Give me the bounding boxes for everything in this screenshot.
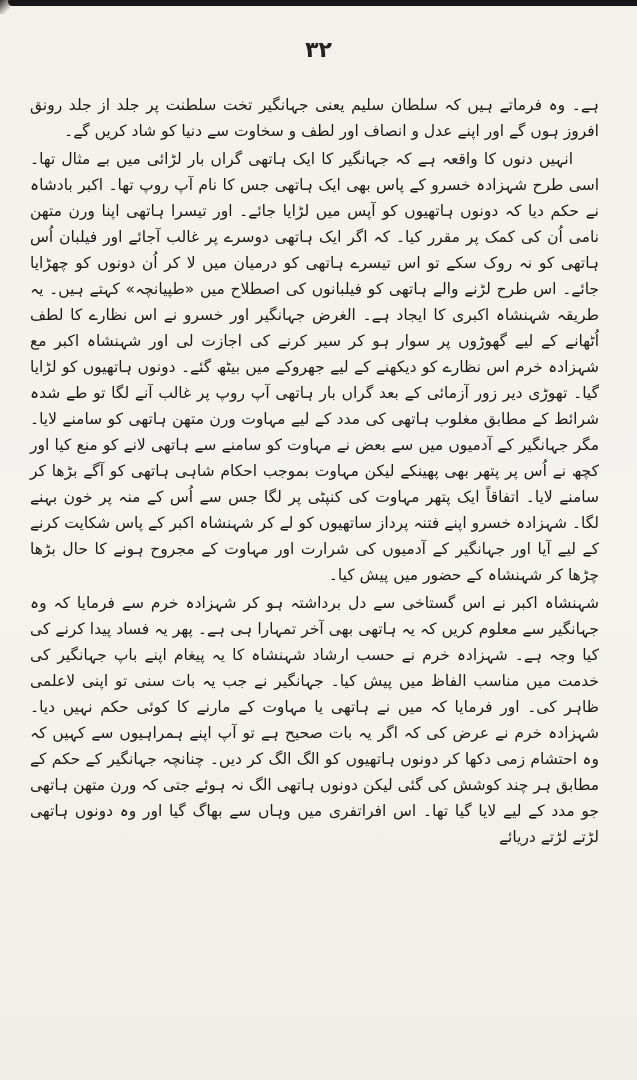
paragraph-1: ہے۔ وہ فرماتے ہیں کہ سلطان سلیم یعنی جہانگیر تخت سلطنت پر جلد از جلد رونق افروز ہوں گے اور اپنے عدل و انصاف اور لطف و سخاوت سے دنیا کو شاد کریں گے۔ xyxy=(30,96,599,140)
paragraph-3: شہنشاہ اکبر نے اس گستاخی سے دل برداشتہ ہو کر شہزادہ خرم سے فرمایا کہ وہ جہانگیر سے معلوم کریں کہ یہ ہاتھی بھی آخر تمہارا ہی ہے۔ پھر یہ فساد پیدا کرنے کی کیا وجہ ہے۔ شہزادہ خرم نے حسب ارشاد شہنشاہ کا یہ پیغام اپنے باپ جہانگیر کی خدمت میں مناسب الفاظ میں پیش کیا۔ جہانگیر نے جب یہ بات سنی تو اپنی لاعلمی ظاہر کی۔ اور فرمایا کہ میں نے ہاتھی یا مہاوت کے مارنے کا کوئی حکم نہیں دیا۔ شہزادہ خرم نے عرض کی کہ اگر یہ بات صحیح ہے تو آپ اپنے ہمراہیوں سے کہیں کہ وہ احتشام زمی دکھا کر دونوں ہاتھیوں کو الگ الگ کر دیں۔ چنانچہ جہانگیر کے حکم کے مطابق ہر چند کوشش کی گئی لیکن دونوں ہاتھی الگ نہ ہوئے جتی کہ ورن متھن ہاتھی جو مدد کے لیے لایا گیا تھا۔ اس افراتفری میں وہاں سے بھاگ گیا اور وہ دونوں ہاتھی لڑتے لڑتے دریائے xyxy=(30,594,599,846)
scan-edge-artifact xyxy=(8,0,637,6)
body-text xyxy=(30,92,599,1060)
paragraph-2: انہیں دنوں کا واقعہ ہے کہ جہانگیر کا ایک ہاتھی گراں بار لڑائی میں بے مثال تھا۔ اسی طرح شہزادہ خسرو کے پاس بھی ایک ہاتھی جس کا نام آپ روپ تھا۔ اکبر بادشاہ نے حکم دیا کہ دونوں ہاتھیوں کو آپس میں لڑایا جائے۔ اور تیسرا ہاتھی اپنا ورن متھن نامی اُن کی کمک پر مقرر کیا۔ کہ اگر ایک ہاتھی دوسرے پر غالب آجائے اور فیلبان اُس ہاتھی کو نہ روک سکے تو اس تیسرے ہاتھی کو درمیان میں لا کر اُن دونوں کو چھڑایا جائے۔ اس طرح لڑنے والے ہاتھی کو فیلبانوں کی اصطلاح میں «طپیانچہ» کہتے ہیں۔ یہ طریقہ شہنشاہ اکبری کا ایجاد ہے۔ الغرض جہانگیر اور خسرو نے اس نظارے کا لطف اُٹھانے کے لیے گھوڑوں پر سوار ہو کر سیر کرنے کی اجازت لی اور شہنشاہ اکبر مع شہزادہ خرم اس نظارے کو دیکھنے کے لیے جھروکے میں بیٹھ گئے۔ دونوں ہاتھیوں کو لڑایا گیا۔ تھوڑی دیر زور آزمائی کے بعد گراں بار ہاتھی آپ روپ پر غالب آنے لگا تو طے شدہ شرائط کے مطابق مغلوب ہاتھی کی مدد کے لیے مہاوت ورن متھن ہاتھی کو سامنے لایا۔ مگر جہانگیر کے آدمیوں میں سے بعض نے مہاوت کو سامنے سے ہاتھی لانے کو منع کیا اور کچھ نے اُس پر پتھر بھی پھینکے لیکن مہاوت بموجب احکام شاہی ہاتھی کو آگے بڑھا کر سامنے لایا۔ اتفاقاً ایک پتھر مہاوت کی کنپٹی پر لگا جس سے اُس کے منہ پر خون بہنے لگا۔ شہزادہ خسرو اپنے فتنہ پرداز ساتھیوں کو لے کر شہنشاہ اکبر کے پاس شکایت کرنے کے لیے آیا اور جہانگیر کے آدمیوں کی شرارت اور مہاوت کے مجروح ہونے کا حال بڑھا چڑھا کر شہنشاہ کے حضور میں پیش کیا۔ xyxy=(30,150,599,584)
page-number: ۳۲ xyxy=(305,38,332,63)
scan-corner-artifact xyxy=(0,0,10,14)
